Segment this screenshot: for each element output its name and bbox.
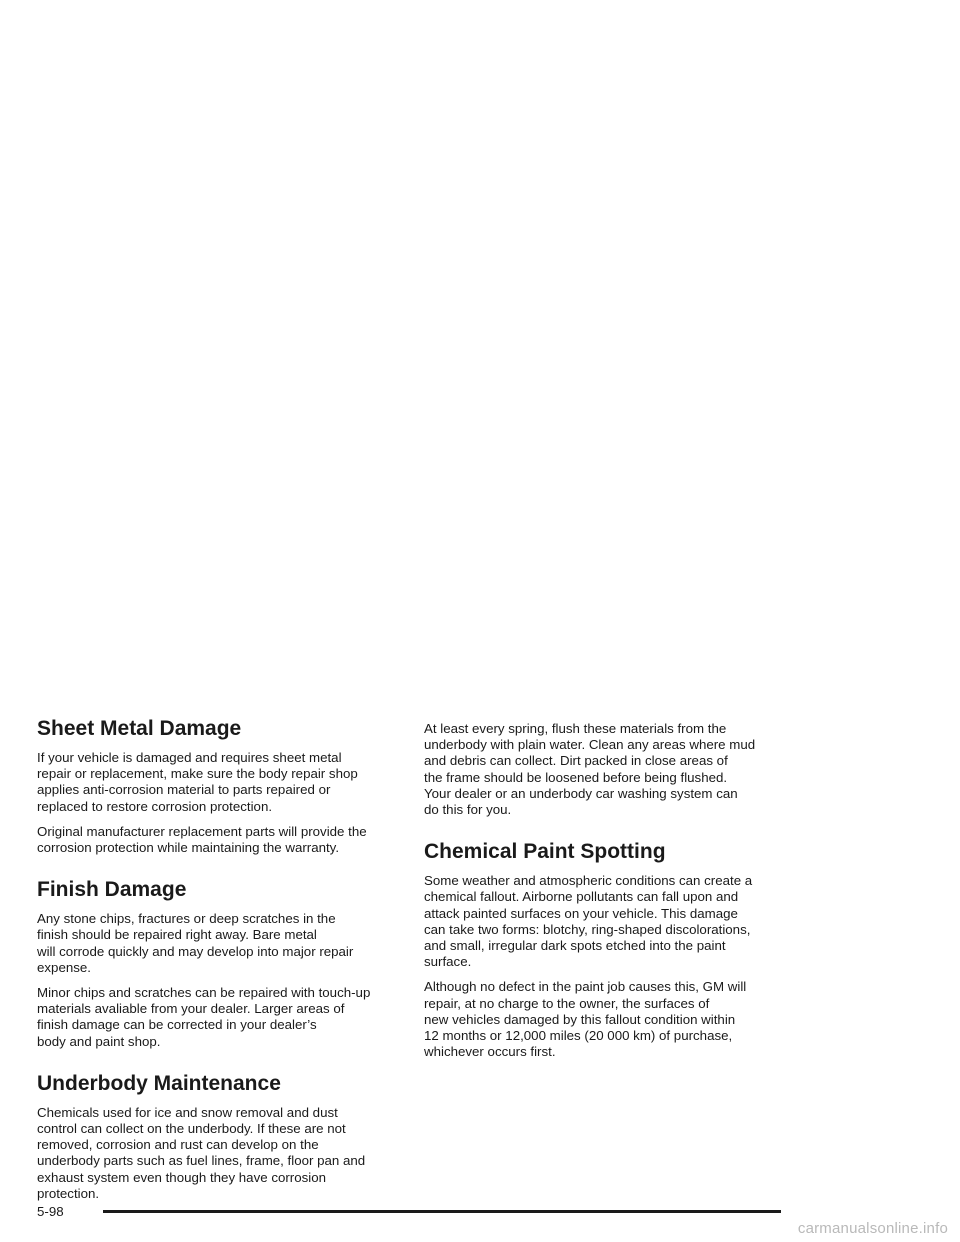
finish-damage-heading: Finish Damage	[37, 878, 187, 902]
chemical-paint-paragraph-1: Some weather and atmospheric conditions can create a chemical fallout. Airborne pollutants can fall upon and attack painted surfaces on your vehicle. This damage can take two forms: blotchy, ring-shaped discolorations, and small, irregular dark spots etched into the paint surface.	[424, 873, 753, 970]
page-number: 5-98	[37, 1204, 64, 1219]
watermark-text: carmanualsonline.info	[797, 1220, 948, 1237]
footer-rule	[103, 1210, 781, 1213]
finish-damage-paragraph-2: Minor chips and scratches can be repaired with touch-up materials avaliable from your dealer. Larger areas of finish damage can be corrected in your dealer’s body and paint shop.	[37, 985, 371, 1049]
chemical-paint-spotting-heading: Chemical Paint Spotting	[424, 840, 666, 864]
underbody-paragraph-1: Chemicals used for ice and snow removal and dust control can collect on the underbody. If these are not removed, corrosion and rust can develop on the underbody parts such as fuel lines, frame, floor pan and exhaust system even though they have corrosion protection.	[37, 1104, 366, 1201]
sheet-metal-paragraph-1: If your vehicle is damaged and requires sheet metal repair or replacement, make sure the body repair shop applies anti-corrosion material to parts repaired or replaced to restore corrosion protection.	[37, 750, 358, 814]
left-column	[37, 717, 399, 1211]
underbody-maintenance-heading: Underbody Maintenance	[37, 1071, 281, 1095]
underbody-continued-paragraph: At least every spring, flush these materials from the underbody with plain water. Clean any areas where mud and debris can collect. Dirt packed in close areas of the frame should be loosened before being flushed. Your dealer or an underbody car washing system can do this for you.	[424, 721, 756, 818]
finish-damage-paragraph-1: Any stone chips, fractures or deep scratches in the finish should be repaired right away. Bare metal will corrode quickly and may develop into major repair expense.	[37, 911, 354, 975]
sheet-metal-damage-heading: Sheet Metal Damage	[37, 717, 242, 740]
right-column	[424, 721, 784, 1069]
chemical-paint-paragraph-2: Although no defect in the paint job causes this, GM will repair, at no charge to the owner, the surfaces of new vehicles damaged by this fallout condition within 12 months or 12,000 miles (20 000 km) of purchase, whichever occurs first.	[424, 979, 747, 1060]
sheet-metal-paragraph-2: Original manufacturer replacement parts will provide the corrosion protection while maintaining the warranty.	[37, 823, 367, 856]
